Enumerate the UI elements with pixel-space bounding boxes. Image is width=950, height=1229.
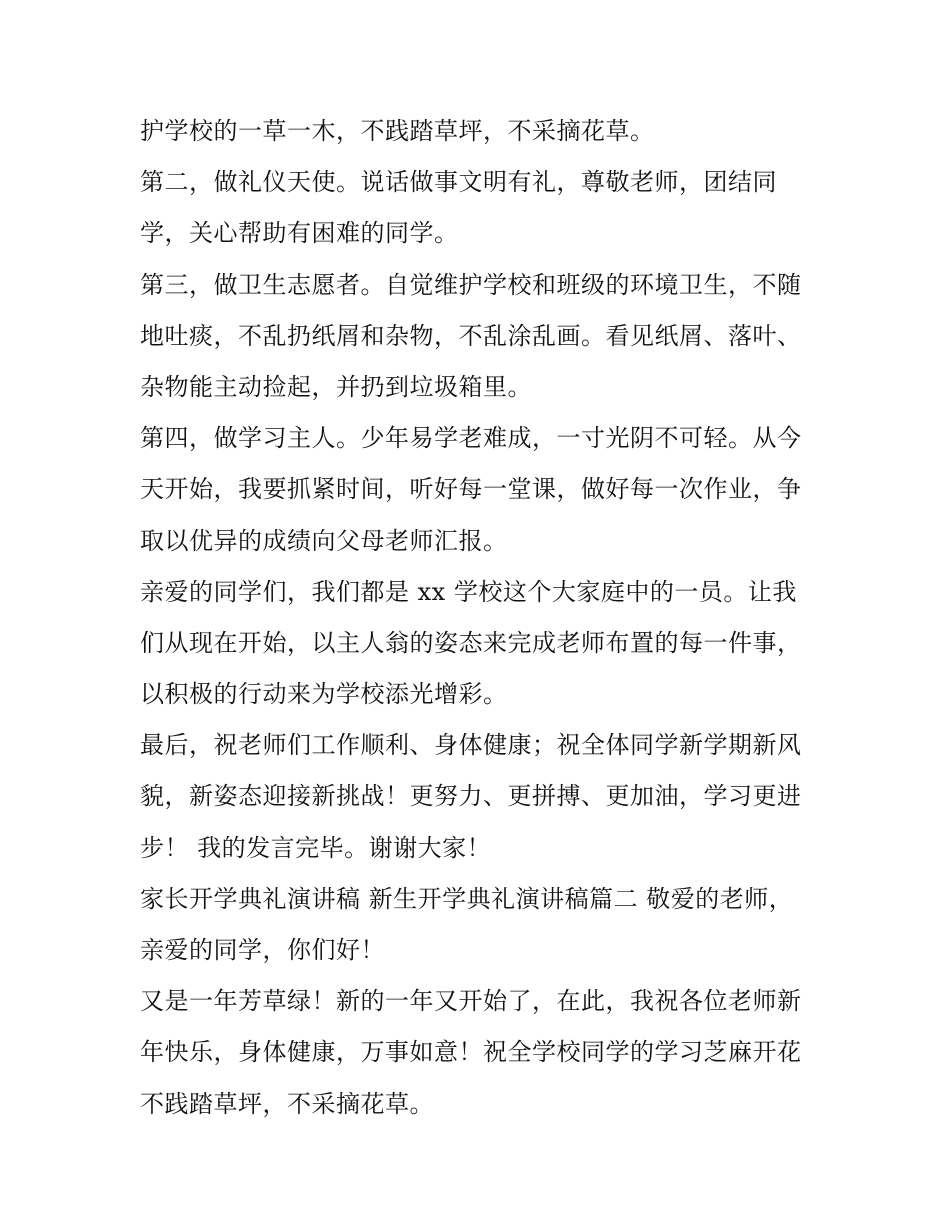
text-line: 地吐痰，不乱扔纸屑和杂物，不乱涂乱画。看见纸屑、落叶、	[140, 321, 802, 350]
document-body	[140, 106, 820, 1130]
text-line: 以积极的行动来为学校添光增彩。	[140, 680, 508, 709]
text-line: 天开始，我要抓紧时间，听好每一堂课，做好每一次作业，争	[140, 475, 802, 504]
text-line: 第四，做学习主人。少年易学老难成，一寸光阴不可轻。从今	[140, 424, 802, 453]
text-line: 最后，祝老师们工作顺利、身体健康；祝全体同学新学期新风	[140, 731, 802, 760]
text-line: 貌，新姿态迎接新挑战！更努力、更拼搏、更加油，学习更进	[140, 782, 802, 811]
text-line: 亲爱的同学们，我们都是 xx 学校这个大家庭中的一员。让我	[140, 577, 797, 606]
text-line: 第二，做礼仪天使。说话做事文明有礼，尊敬老师，团结同	[140, 168, 777, 197]
text-line: 学，关心帮助有困难的同学。	[140, 219, 459, 248]
text-line: 第三，做卫生志愿者。自觉维护学校和班级的环境卫生，不随	[140, 270, 802, 299]
text-line: 家长开学典礼演讲稿 新生开学典礼演讲稿篇二 敬爱的老师，	[140, 884, 794, 913]
text-line: 步！ 我的发言完毕。谢谢大家！	[140, 833, 492, 862]
text-line: 取以优异的成绩向父母老师汇报。	[140, 526, 508, 555]
text-line: 们从现在开始，以主人翁的姿态来完成老师布置的每一件事，	[140, 628, 802, 657]
text-line: 不践踏草坪，不采摘花草。	[140, 1089, 434, 1118]
text-line: 杂物能主动捡起，并扔到垃圾箱里。	[140, 372, 532, 401]
text-line: 年快乐，身体健康，万事如意！祝全学校同学的学习芝麻开花	[140, 1038, 802, 1067]
text-line: 亲爱的同学，你们好！	[140, 936, 385, 964]
text-line: 又是一年芳草绿！新的一年又开始了，在此，我祝各位老师新	[140, 987, 802, 1016]
text-line: 护学校的一草一木，不践踏草坪，不采摘花草。	[140, 117, 655, 145]
